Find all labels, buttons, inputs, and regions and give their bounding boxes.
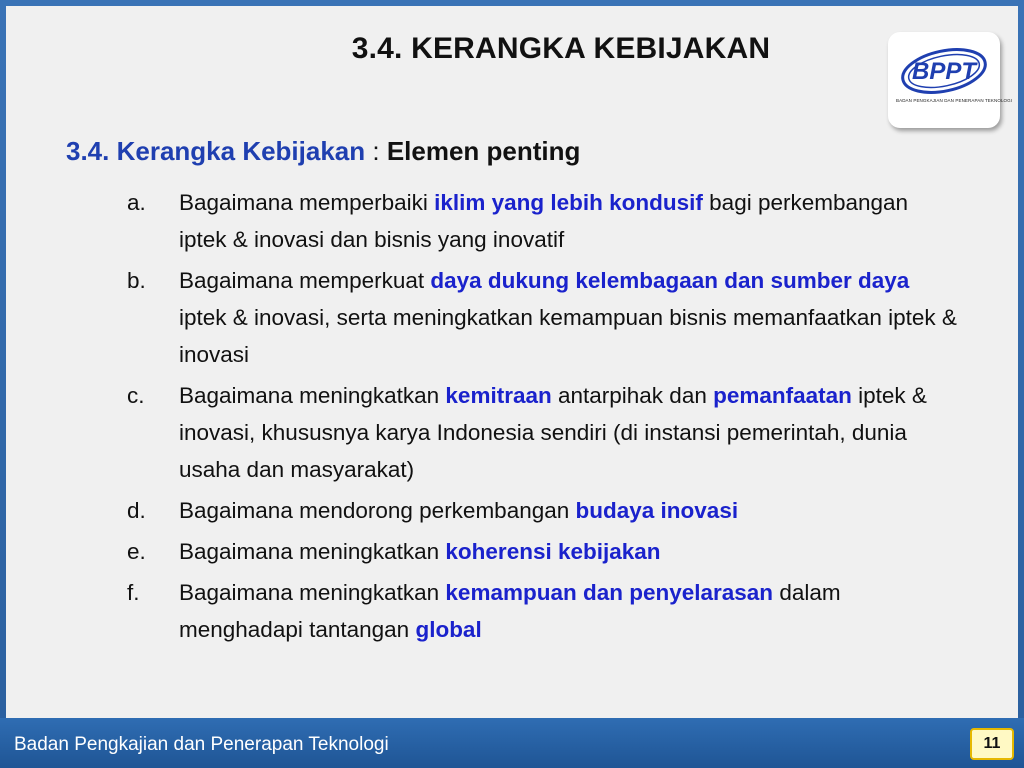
list-item-text: Bagaimana memperbaiki <box>179 190 435 215</box>
list-item <box>127 492 957 529</box>
list-item-text: bagi perkembangan iptek & inovasi dan bisnis yang inovatif <box>179 190 909 252</box>
list-item-marker: e. <box>127 539 146 564</box>
list-item-text: Bagaimana meningkatkan <box>179 580 446 605</box>
logo-wordmark: BPPT <box>911 58 977 85</box>
section-heading <box>66 136 580 167</box>
list-item-marker: d. <box>127 498 146 523</box>
logo-subtitle: BADAN PENGKAJIAN DAN PENERAPAN TEKNOLOGI <box>896 98 1013 103</box>
list-item <box>127 574 957 648</box>
bppt-logo-icon <box>898 46 990 96</box>
list-item <box>127 533 957 570</box>
list-item-marker: a. <box>127 190 146 215</box>
slide-canvas <box>6 6 1018 718</box>
section-heading-separator: : <box>365 136 387 166</box>
list-item-text: antarpihak dan <box>551 383 714 408</box>
highlighted-text: koherensi kebijakan <box>445 539 661 564</box>
list-item-text: iptek & inovasi, serta meningkatkan kemampuan bisnis memanfaatkan iptek & inovasi <box>179 305 957 367</box>
highlighted-text: budaya inovasi <box>575 498 739 523</box>
list-item-text: Bagaimana meningkatkan <box>179 383 446 408</box>
highlighted-text: pemanfaatan <box>713 383 852 408</box>
section-heading-rest: Elemen penting <box>386 136 581 166</box>
page-number-badge: 11 <box>970 728 1014 760</box>
list-item-text: iptek & inovasi, khususnya karya Indonesia sendiri (di instansi pemerintah, dunia usaha dan masyarakat) <box>179 383 927 482</box>
highlighted-text: kemampuan dan penyelarasan <box>445 580 774 605</box>
list-item-text: Bagaimana mendorong perkembangan <box>179 498 576 523</box>
list-item-marker: b. <box>127 268 146 293</box>
highlighted-text: global <box>415 617 482 642</box>
element-list <box>127 184 957 652</box>
footer-bar <box>0 718 1024 768</box>
highlighted-text: daya dukung kelembagaan dan sumber daya <box>430 268 910 293</box>
list-item <box>127 262 957 373</box>
list-item-text: dalam menghadapi tantangan <box>179 580 841 642</box>
bppt-logo <box>888 32 1013 128</box>
footer-organization: Badan Pengkajian dan Penerapan Teknologi <box>14 734 389 755</box>
list-item-text: Bagaimana meningkatkan <box>179 539 446 564</box>
list-item-text: Bagaimana memperkuat <box>179 268 431 293</box>
highlighted-text: kemitraan <box>445 383 552 408</box>
list-item-marker: f. <box>127 580 140 605</box>
highlighted-text: iklim yang lebih kondusif <box>434 190 703 215</box>
slide-title: 3.4. KERANGKA KEBIJAKAN <box>351 32 771 65</box>
list-item <box>127 184 957 258</box>
list-item <box>127 377 957 488</box>
list-item-marker: c. <box>127 383 145 408</box>
section-heading-main: 3.4. Kerangka Kebijakan <box>66 136 366 166</box>
